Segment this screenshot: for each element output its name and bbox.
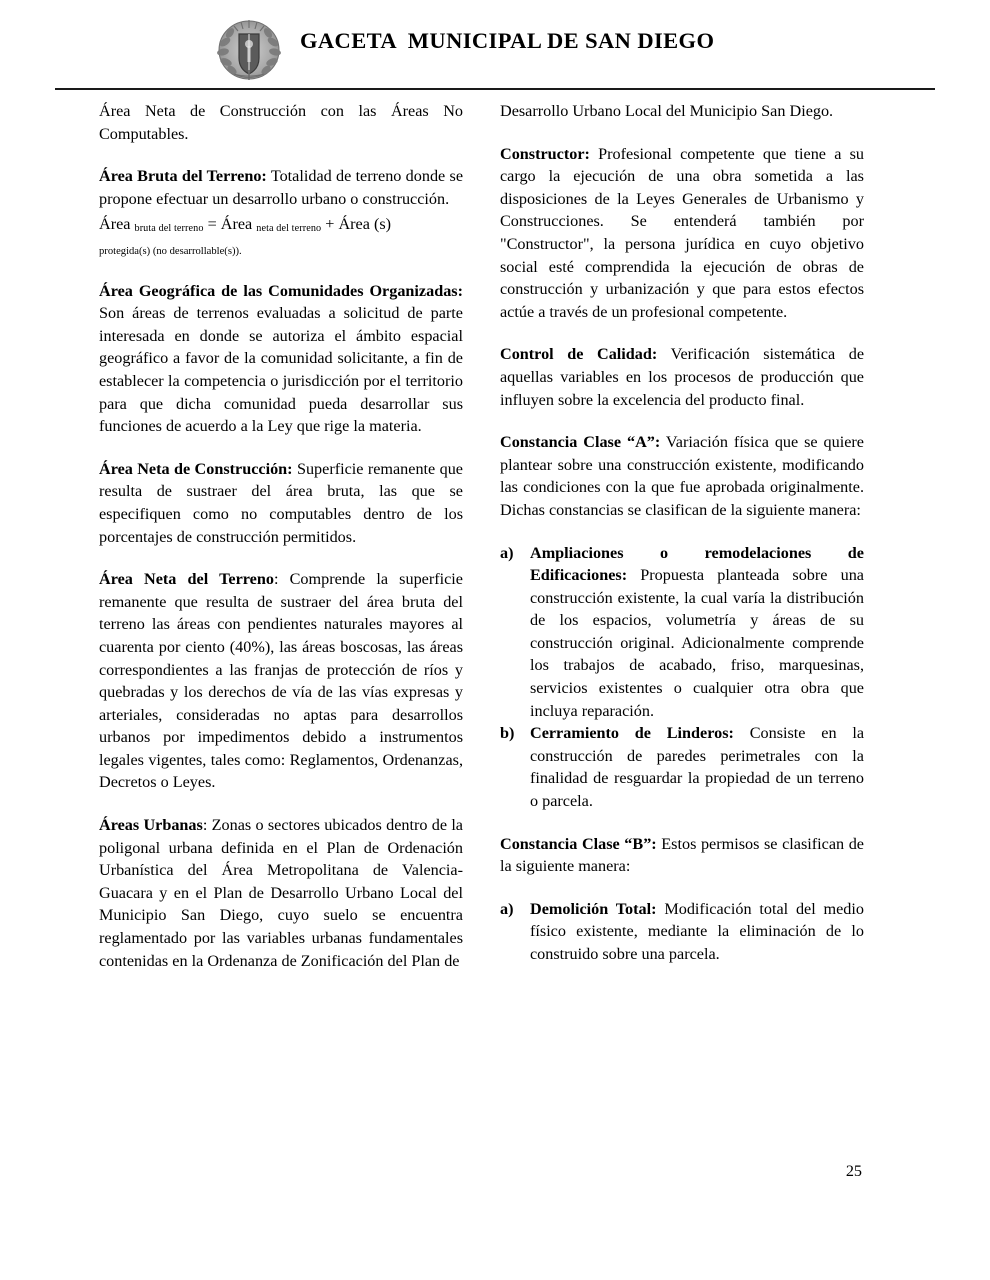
definition-term: Área Geográfica de las Comunidades Organizadas: (99, 281, 463, 300)
list-marker: a) (500, 899, 514, 918)
header-divider (55, 88, 935, 90)
list-item-text: Modificación total del medio físico existente, mediante la eliminación de lo construido sobre una parcela. (530, 899, 864, 963)
definition-entry (500, 343, 864, 411)
list-item (500, 722, 864, 812)
page-number: 25 (845, 1162, 862, 1180)
definition-text: Estos permisos se clasifican de la siguiente manera: (500, 834, 864, 876)
right-column (500, 100, 864, 986)
formula-footnote: protegida(s) (no desarrollable(s)). (99, 245, 242, 257)
definition-entry (500, 431, 864, 521)
class-b-list (500, 898, 864, 966)
definition-term: Control de Calidad: (500, 345, 658, 364)
definition-text: Variación física que se quiere plantear sobre una construcción existente, modificando las condiciones con la que fue aprobada originalmente. Dichas constancias se clasifican de la siguiente manera: (500, 433, 864, 519)
list-item-term: Demolición Total: (530, 899, 657, 918)
list-item (500, 542, 864, 723)
list-item-text: Consiste en la construcción de paredes perimetrales con la finalidad de resguardar la propiedad de un terreno o parcela. (530, 724, 864, 811)
definition-text: Profesional competente que tiene a su cargo la ejecución de una obra sometida a las disposiciones de la Leyes Generales de Urbanismo y Construcciones. Se entenderá también por "Constructor", la persona jurídica en cuyo objetivo social esté comprendida la ejecución de obras de construcción y urbanización y que para estos efectos actúe a través de un profesional competente. (500, 144, 864, 321)
definition-text: Totalidad de terreno donde se propone efectuar un desarrollo urbano o construcción. (99, 167, 464, 208)
page-title: GACETA MUNICIPAL DE SAN DIEGO (300, 28, 715, 53)
definition-term: Constancia Clase “B”: (500, 834, 657, 853)
definition-entry (99, 814, 463, 972)
page-header (0, 0, 990, 88)
list-marker: b) (500, 724, 515, 743)
definition-term: Área Neta de Construcción: (99, 459, 293, 478)
definition-entry (99, 568, 463, 794)
definition-term: Área Bruta del Terreno: (99, 167, 267, 186)
class-a-list (500, 542, 864, 813)
formula-lead-3: Área (s) (338, 215, 392, 234)
definition-term: Áreas Urbanas (99, 816, 203, 835)
definition-term: Área Neta del Terreno (99, 570, 274, 589)
list-marker: a) (500, 543, 514, 562)
area-formula (99, 212, 463, 241)
definition-term: Constancia Clase “A”: (500, 433, 661, 452)
paragraph-continuation: Área Neta de Construcción con las Áreas No Computables. (99, 102, 463, 143)
definition-text: Son áreas de terrenos evaluadas a solicitud de parte interesada en donde se autoriza el ámbito espacial geográfico a favor de la comunidad solicitante, a fin de establecer la competencia o jurisdicción por el territorio para que dicha comunidad pueda desarrollar sus funciones de acuerdo a la Ley que rige la materia. (99, 304, 463, 436)
formula-lead-1: Área (99, 215, 135, 234)
list-item-text: Propuesta planteada sobre una construcción existente, la cual varía la distribución de los espacios, volumetría y áreas de su construcción original. Adicionalmente comprende los trabajos de acabado, friso, marquesinas, servicios existentes o cualquier otra obra que incluya reparación. (530, 566, 864, 720)
definition-entry (500, 833, 864, 878)
list-item-term: Ampliaciones o remodelaciones de Edificaciones: (530, 543, 864, 585)
definition-text: Zonas o sectores ubicados dentro de la poligonal urbana definida en el Plan de Ordenación Urbanística del Área Metropolitana de Valencia-Guacara y en el Plan de Desarrollo Urbano Local del Municipio San Diego, cuyo suelo se encuentra reglamentado por las variables urbanas fundamentales contenidas en la Ordenanza de Zonificación del Plan de (99, 816, 463, 970)
definition-term: Constructor: (500, 144, 590, 163)
formula-subscript-2: neta del terreno (256, 223, 322, 235)
formula-operator-2: + (321, 215, 339, 234)
list-item (500, 898, 864, 966)
definition-entry (500, 143, 864, 324)
formula-lead-2: Área (220, 215, 257, 234)
definition-text: Verificación sistemática de aquellas variables en los procesos de producción que influyen sobre la excelencia del producto final. (500, 345, 865, 409)
definition-text: Comprende la superficie remanente que resulta de sustraer del área bruta del terreno las áreas con pendientes naturales mayores al cuarenta por ciento (40%), las áreas boscosas, las áreas correspondientes a las franjas de protección de ríos y quebradas y los derechos de vía de las vías expresas y arteriales, consideradas no aptas para desarrollos urbanos por impedimentos debido a instrumentos legales vigentes, tales como: Reglamentos, Ordenanzas, Decretos o Leyes. (99, 570, 463, 792)
formula-subscript-1: bruta del terreno (134, 223, 204, 235)
definition-text: Superficie remanente que resulta de sustraer del área bruta, las que se especifiquen como no computables dentro de los porcentajes de construcción permitidos. (99, 459, 463, 546)
coat-of-arms-icon (212, 12, 286, 86)
list-item-term: Cerramiento de Linderos: (530, 724, 734, 743)
left-column (99, 100, 463, 972)
formula-operator-1: = (203, 215, 221, 234)
definition-entry (99, 458, 463, 548)
paragraph-continuation: Desarrollo Urbano Local del Municipio San Diego. (500, 102, 834, 120)
definition-entry (99, 280, 463, 438)
definition-separator: : (202, 816, 208, 835)
definition-entry (99, 165, 463, 210)
definition-separator: : (273, 570, 279, 589)
